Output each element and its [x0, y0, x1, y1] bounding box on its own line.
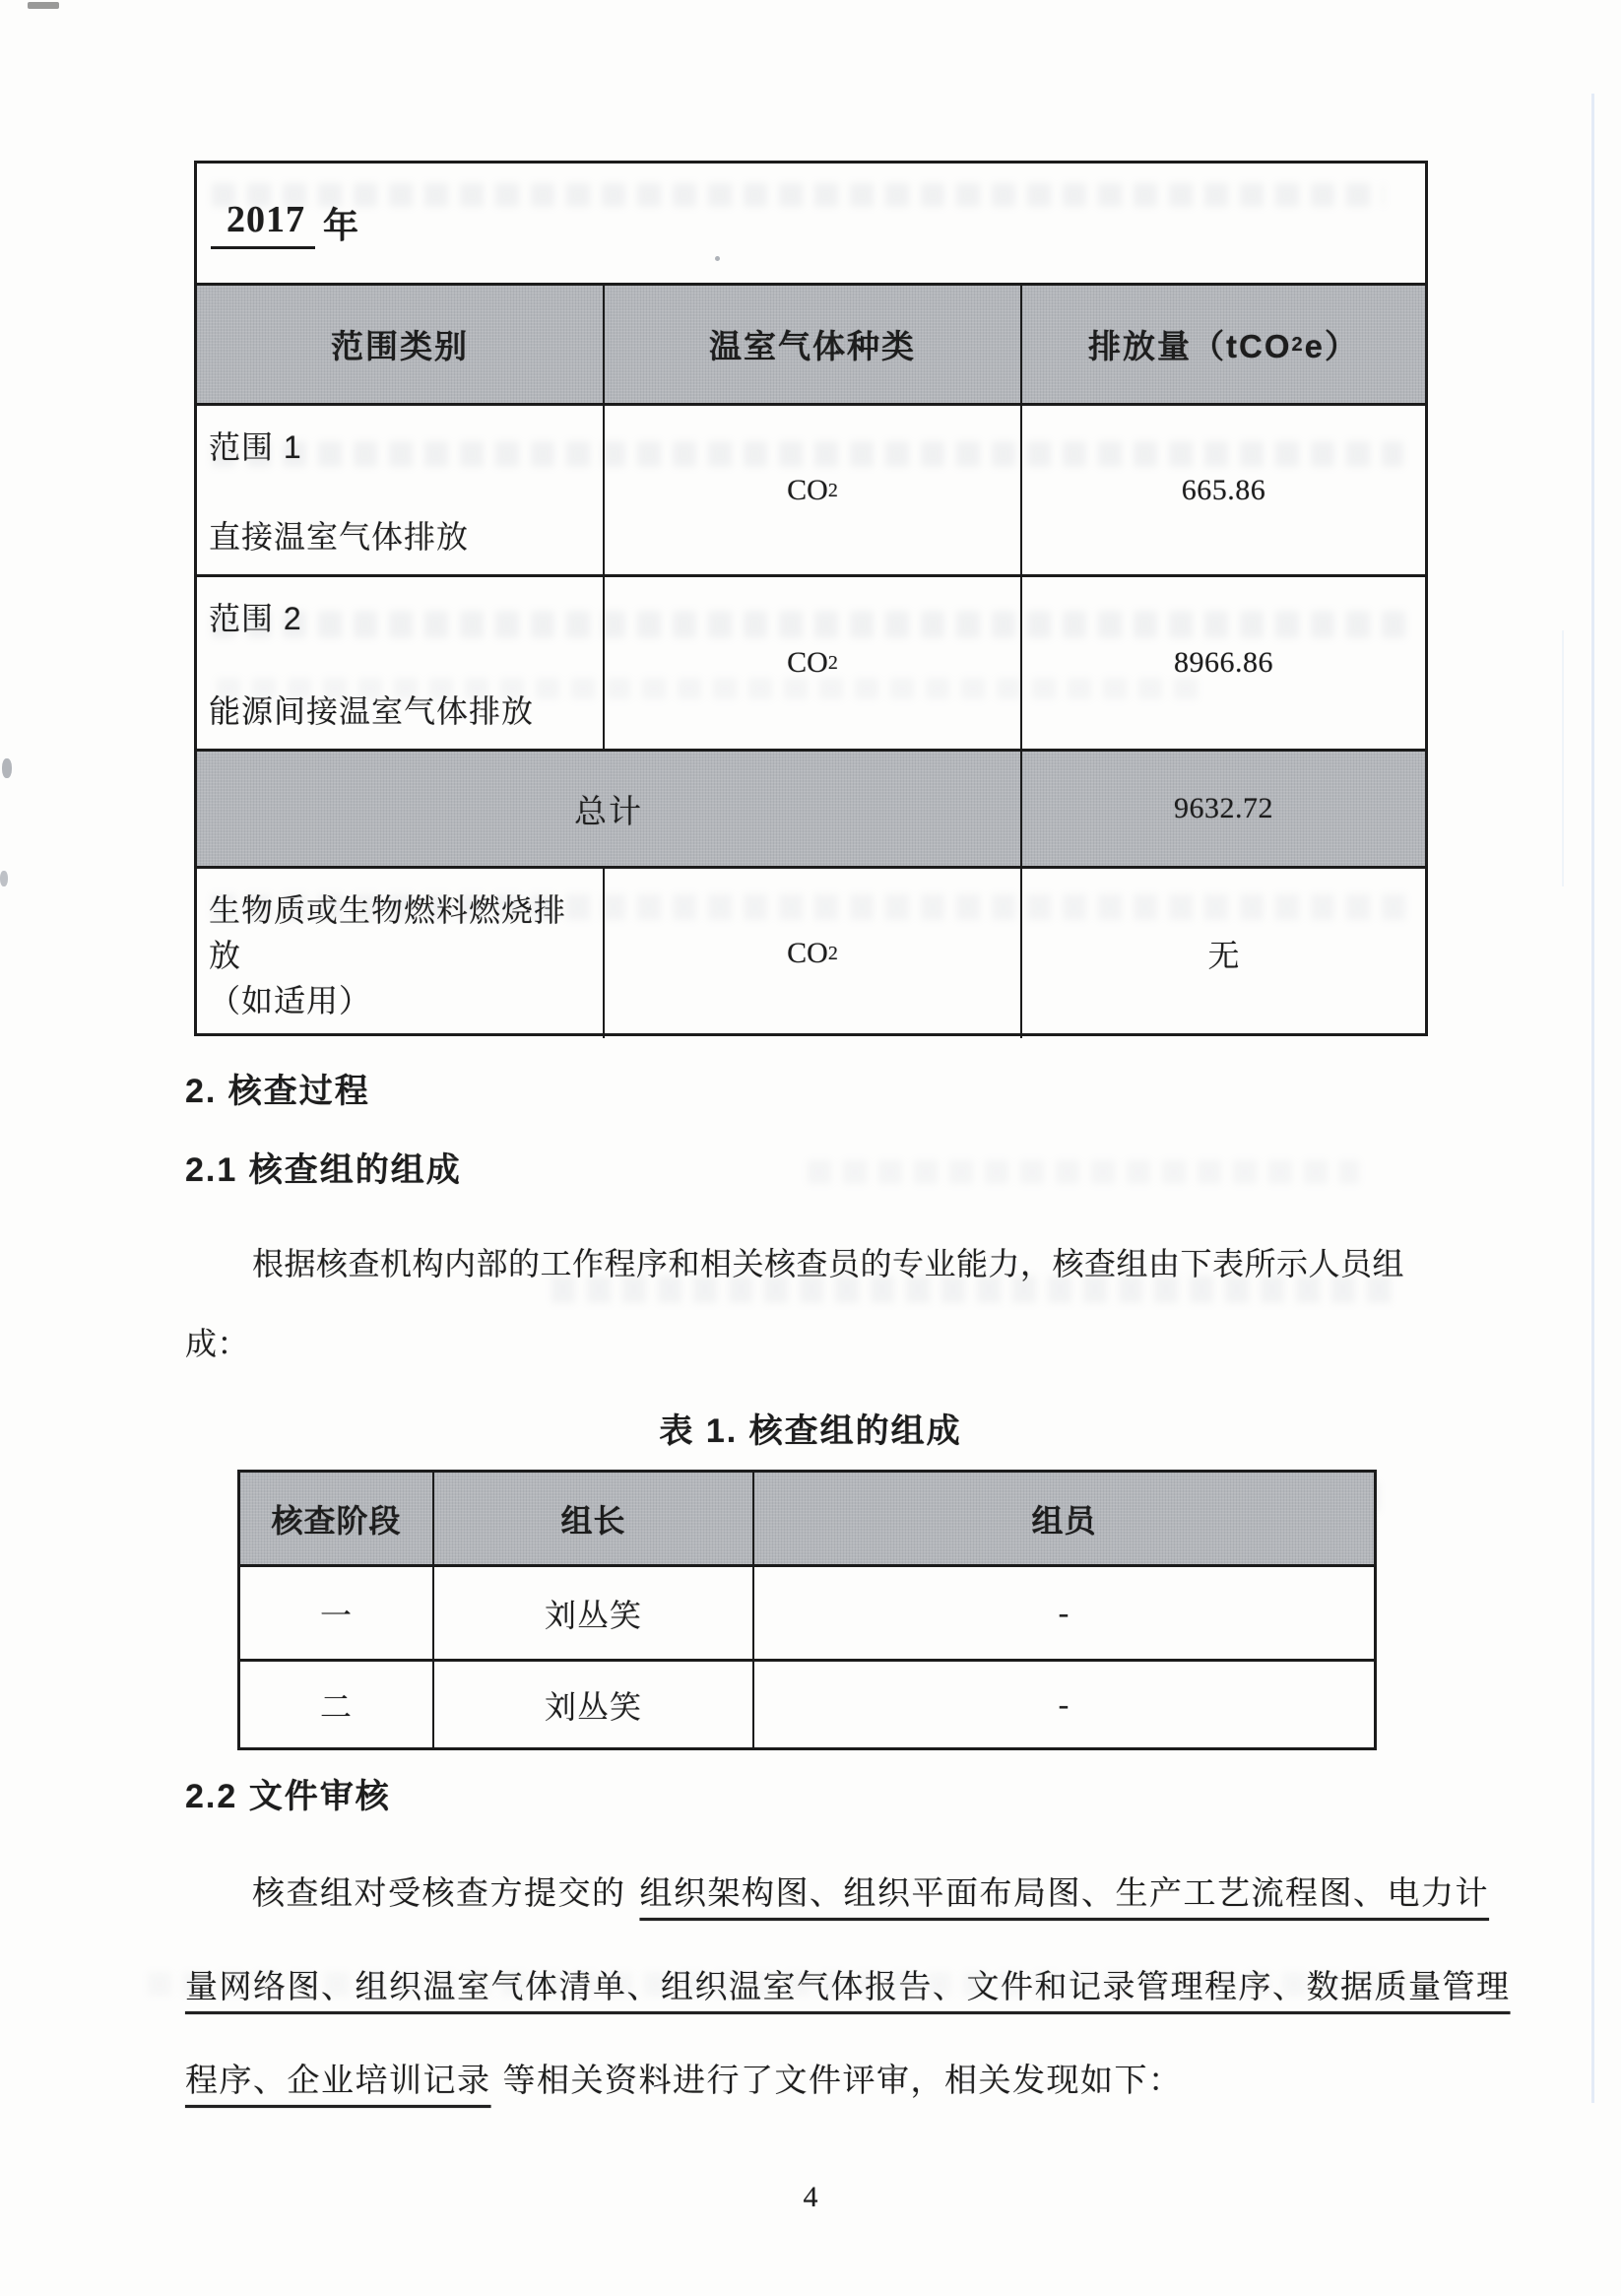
paragraph-team-composition-line1: 根据核查机构内部的工作程序和相关核查员的专业能力，核查组由下表所示人员组	[252, 1246, 1405, 1281]
total-emissions-value: 9632.72	[1020, 749, 1425, 866]
scan-bleedthrough-artifact	[808, 1160, 1359, 1184]
phase1-leader-cell: 刘丛笑	[432, 1564, 752, 1659]
year-cell	[197, 164, 1425, 283]
phase2-leader-cell: 刘丛笑	[432, 1659, 752, 1747]
biomass-emissions-value: 无	[1020, 866, 1425, 1038]
column-header-emissions: 排放量（tCO 2 e）	[1020, 283, 1425, 403]
emissions-header-text-end: e）	[1304, 328, 1359, 364]
scope2-description: 能源间接温室气体排放	[209, 693, 535, 729]
doc-review-underlined-documents-1: 组织架构图、组织平面布局图、生产工艺流程图、电力计	[639, 1874, 1489, 1911]
scan-speck-artifact	[0, 871, 8, 886]
paragraph-team-composition-line2: 成：	[185, 1326, 250, 1361]
gas-formula: CO	[787, 646, 828, 679]
year-suffix: 年	[323, 205, 359, 245]
column-header-verification-phase: 核查阶段	[240, 1473, 432, 1564]
verification-team-table	[237, 1470, 1377, 1750]
section-heading-team-composition: 2.1 核查组的组成	[185, 1151, 462, 1189]
scan-line-artifact	[1562, 630, 1564, 886]
scope1-gas-type: CO 2	[603, 403, 1020, 574]
phase2-member-cell: -	[752, 1659, 1374, 1747]
table-row-biomass-category	[197, 866, 603, 1038]
column-header-team-member: 组员	[752, 1473, 1374, 1564]
table1-caption: 表 1. 核查组的组成	[659, 1412, 962, 1450]
gas-formula: CO	[787, 937, 828, 969]
biomass-gas-type: CO 2	[603, 866, 1020, 1038]
biomass-if-applicable: （如适用）	[209, 983, 372, 1018]
scan-line-artifact	[1591, 94, 1594, 2103]
scope2-emissions-value: 8966.86	[1020, 574, 1425, 749]
scope2-label: 范围 2	[209, 601, 302, 636]
phase2-cell: 二	[240, 1659, 432, 1747]
gas-formula: CO	[787, 473, 828, 506]
column-header-scope-category: 范围类别	[197, 283, 603, 403]
table-row-scope1-category	[197, 403, 603, 574]
scope2-gas-type: CO 2	[603, 574, 1020, 749]
emissions-header-text: 排放量（tCO	[1088, 328, 1292, 364]
scan-speck-artifact	[28, 2, 59, 9]
scope1-emissions-value: 665.86	[1020, 403, 1425, 574]
paragraph-document-review-line3	[185, 2060, 1183, 2100]
emissions-summary-table	[194, 161, 1428, 1036]
doc-review-underlined-documents-3: 程序、企业培训记录	[185, 2062, 491, 2098]
paragraph-document-review-line1	[252, 1872, 1489, 1913]
doc-review-intro-text: 核查组对受核查方提交的	[252, 1874, 626, 1911]
scope1-label: 范围 1	[209, 429, 302, 465]
phase1-member-cell: -	[752, 1564, 1374, 1659]
doc-review-closing-text: 等相关资料进行了文件评审，相关发现如下：	[502, 2062, 1183, 2098]
scan-speck-artifact	[2, 758, 12, 778]
column-header-team-leader: 组长	[432, 1473, 752, 1564]
total-row-label: 总计	[197, 749, 1020, 866]
phase1-cell: 一	[240, 1564, 432, 1659]
section-heading-verification-process: 2. 核查过程	[185, 1073, 370, 1110]
doc-review-underlined-documents-2: 量网络图、组织温室气体清单、组织温室气体报告、文件和记录管理程序、数据质量管理	[185, 1968, 1511, 2004]
table-row-scope2-category	[197, 574, 603, 749]
year-value: 2017	[211, 198, 315, 249]
paragraph-document-review-line2	[185, 1966, 1511, 2006]
page-number: 4	[803, 2181, 818, 2213]
scope1-description: 直接温室气体排放	[209, 519, 470, 555]
section-heading-document-review: 2.2 文件审核	[185, 1778, 391, 1815]
column-header-ghg-type: 温室气体种类	[603, 283, 1020, 403]
biomass-label: 生物质或生物燃料燃烧排放	[209, 892, 567, 973]
